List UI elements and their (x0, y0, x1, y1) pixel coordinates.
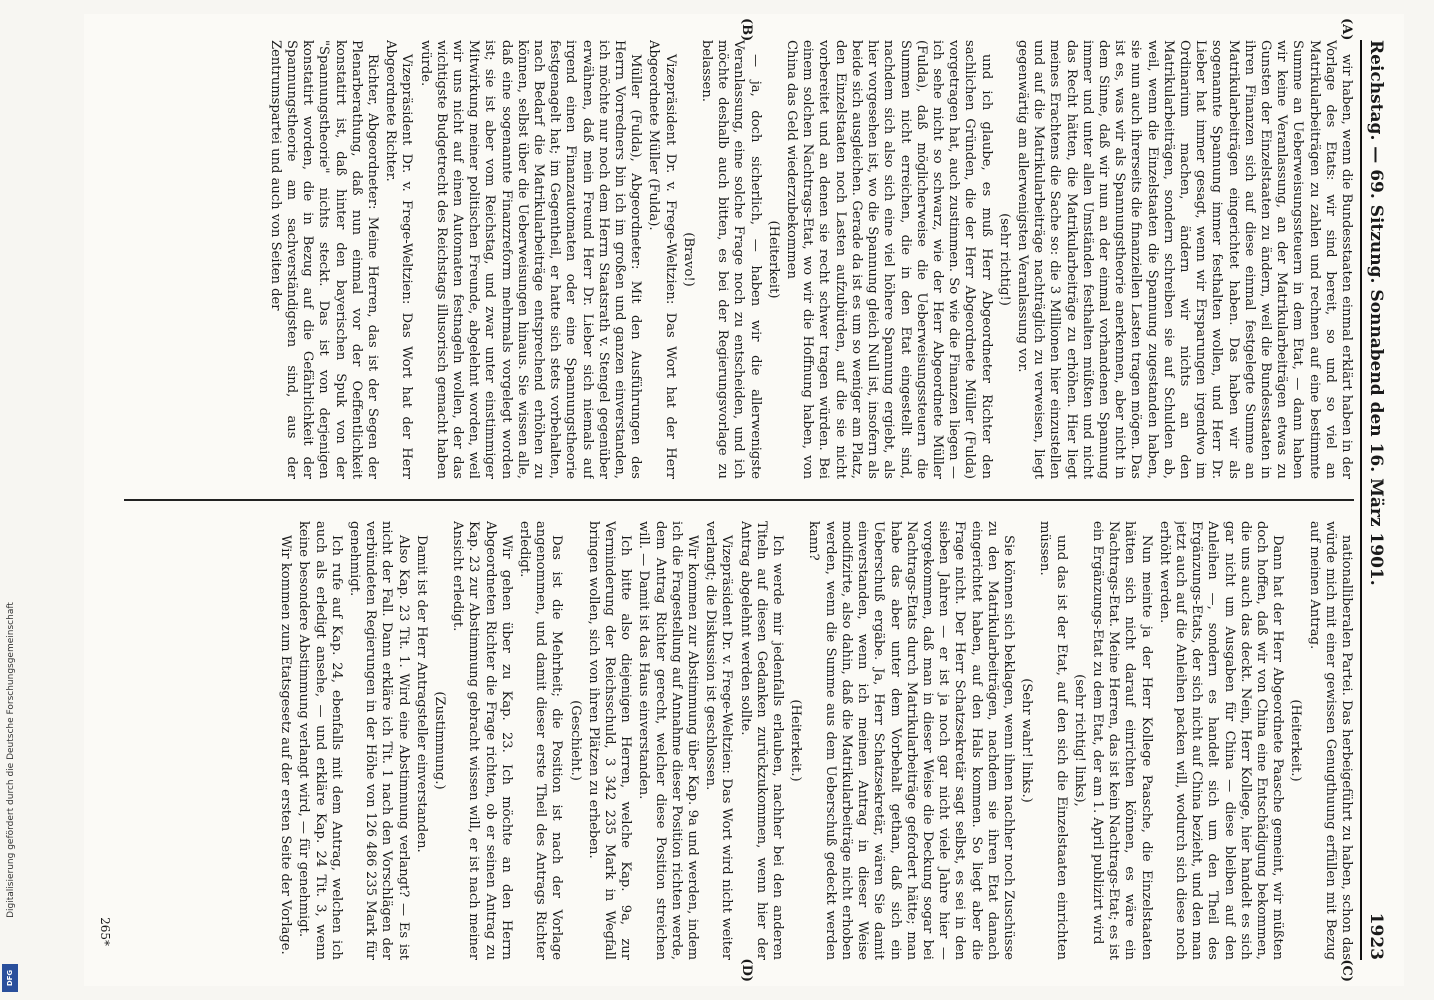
paragraph: Nun meinte ja der Herr Kollege Paasche, die Einzelstaaten hätten sich nicht darauf einrichten können, es wäre ein Nachtrags-Etat. Meine Herren, das ist kein Nachtrags-Etat; es ist ein Ergänzungs-Etat zu dem Etat, der am 1. April publizirt wird (1089, 521, 1154, 960)
marker-c: (C) (1339, 959, 1354, 982)
page-header (1360, 40, 1386, 960)
document-page (84, 14, 1404, 986)
paragraph: (Heiterkeit.) (1288, 699, 1304, 782)
marker-b: (B) (739, 18, 754, 42)
paragraph: (sehr richtig!) (996, 213, 1012, 306)
paragraph: und das ist der Etat, auf den sich die Einzelstaaten einrichten müssen. (1037, 521, 1069, 960)
paragraph: und ich glaube, es muß Herr Abgeordneter Richter den sachlichen Gründen, die der Herr Abgeordnete Müller (Fulda) vorgetragen hat, auch zustimmen. So wie die Finanzen liegen — ich sehe nicht so schwarz, wie der Herr Abgeordnete Müller (Fulda), daß möglicherweise die Ueberweisungssteuern die Summen nicht erreichen, die in den Etat eingestellt sind, nachdem sich also sich eine viel höhere Spannung ergiebt, als hier vorgesehen ist, wo die Spannung gleich Null ist, insofern als beide sich ausgleichen. Gerade da ist es um so weniger am Platz, den Einzelstaaten noch Lasten aufzubürden, auf die sie nicht vorbereitet und an denen sie recht schwer tragen würden. Bei einem solchen Nachtrags-Etat, wo wir die Hoffnung haben, von China das Geld wiederzubekommen (784, 40, 994, 479)
paragraph: wir haben, wenn die Bundesstaaten einmal erklärt haben in der Vorlage des Etats: wir sind bereit, so und so viel an Matrikularbeiträgen zu zahlen und rechnen auf eine bestimmte Summe an Ueberweisungssteuern in dem Etat, — dann haben wir keine Veranlassung, an der Matrikularbeiträgen etwas zu Gunsten der Einzelstaaten zu ändern, weil die Bundesstaaten in ihren Finanzen sich auf diese einmal festgelegte Summe an Matrikularbeiträgen eingerichtet haben. Das haben wir als sogenannte Spannung immer festhalten wollen, und Herr Dr. Lieber hat immer gesagt, wenn wir Ersparungen irgendwo im Ordinarium machen, ändern wir nichts an den Matrikularbeiträgen, sondern schreiben sie auf Schulden ab, weil, wenn die Einzelstaaten die Spannung zugestanden haben, sie nun auch ihrerseits die finanziellen Lasten tragen mögen. Das ist es, was wir als Spannungstheorie anerkennen, aber nicht in dem Sinne, daß wir nun an der einmal vorhandenen Spannung immer und unter allen Umständen festhalten müßten und nicht das Recht hätten, die Matrikularbeiträge zu erhöhen. Hier liegt meines Erachtens die Sache so: die 3 Millionen hier einzustellen und auf die Matrikularbeiträge nachträglich zu verweisen, liegt gegenwärtig am allerwenigsten Veranlassung vor. (1014, 40, 1354, 479)
paragraph: nationalliberalen Partei. Das herbeigeführt zu haben, schon das würde mich mit einer gewissen Genugthuung erfüllen mit Bezug auf meinen Antrag. (1306, 521, 1354, 960)
paragraph: (Bravo!) (680, 232, 696, 287)
paragraph: — ja, doch sicherlich, — haben wir die allerwenigste Veranlassung, eine solche Frage noch zu entscheiden, und ich möchte deshalb auch bitten, es bei der Regierungsvorlage zu belassen. (699, 40, 763, 479)
right-column (124, 521, 1354, 960)
marker-d: (D) (739, 958, 754, 982)
paragraph: (Heiterkeit.) (788, 699, 804, 782)
paragraph: Vizepräsident Dr. v. Frege-Weltzien: Das Wort hat der Herr Abgeordnete Richter. (383, 40, 415, 479)
paragraph: Wir kommen zum Etatsgesetz auf der ersten Seite der Vorlage. (278, 535, 294, 955)
paragraph: Ich bitte also diejenigen Herren, welche Kap. 9a, zur Verminderung der Reichsschuld, 3 342 235 Mark in Wegfall bringen wollen, sich von ihren Plätzen zu erheben. (585, 521, 634, 960)
paragraph: (Zustimmung.) (432, 691, 448, 790)
marker-a: (A) (1339, 18, 1354, 41)
digitization-note-text: Digitalisierung gefördert durch die Deutsche Forschungsgemeinschaft (6, 602, 16, 918)
dfg-logo-text: DFG (6, 969, 14, 987)
paragraph: Vizepräsident Dr. v. Frege-Weltzien: Das Wort hat der Herr Abgeordnete Müller (Fulda). (646, 40, 678, 479)
paragraph: Ich werde mir jedenfalls erlauben, nachher bei den anderen Titeln auf diesen Gedanken zurückzukommen, wenn hier der Antrag abgelehnt werden sollte. (737, 521, 786, 960)
paragraph: (Sehr wahr! links.) (1019, 678, 1035, 803)
paragraph: Vizepräsident Dr. v. Frege-Weltzien: Das Wort wird nicht weiter verlangt; die Diskussion ist geschlossen. (703, 521, 735, 960)
header-title: Reichstag. — 69. Sitzung. Sonnabend den 16. März 1901. (1366, 40, 1386, 586)
paragraph: Ich rufe auf Kap. 24, ebenfalls mit dem Antrag, welchen ich auch als erledigt ansehe, — und erkläre Kap. 24 Tit. 3, wenn keine besondere Abstimmung verlangt wird, — für genehmigt. (296, 521, 344, 960)
footer-number: 265* (98, 917, 112, 946)
column-divider (124, 499, 1354, 501)
paragraph: Wir gehen über zu Kap. 23. Ich möchte an den Herrn Abgeordneten Richter die Frage richten, ob er seinen Antrag zu Kap. 23 zur Abstimmung gebracht wissen will, er ist nach meiner Ansicht erledigt. (450, 521, 514, 960)
paragraph: (Heiterkeit) (765, 220, 781, 299)
paragraph: (Geschieht.) (567, 700, 583, 781)
paragraph: Dann hat der Herr Abgeordnete Paasche gemeint, wir müßten doch hoffen, daß wir von China eine Entschädigung bekommen, die uns auch das deckt. Nein, Herr Kollege, hier handelt es sich gar nicht um Ausgaben für China — diese bleiben auf den Anleihen —, sondern es handelt sich um den Theil des Ergänzungs-Etats, der sich nicht auf China bezieht, und den man jetzt auch auf die Anleihen packen will, wodurch sich diese noch erhöht werden. (1156, 521, 1286, 960)
page-number: 1923 (1366, 912, 1386, 960)
dfg-logo (2, 964, 18, 992)
left-column (124, 40, 1354, 479)
paragraph: Wir kommen zur Abstimmung über Kap. 9a und werden, indem ich die Fragestellung auf Annahme dieser Position richten werde, dem Antrag Richter gerecht, welcher diese Position streichen will. — Damit ist das Haus einverstanden. (636, 521, 701, 960)
paragraph: Müller (Fulda), Abgeordneter: Mit den Ausführungen des Herrn Vorredners bin ich im großen und ganzen einverstanden, ich möchte nur noch dem Herrn Staatsrath v. Stengel gegenüber erwähnen, daß mein Freund Herr Dr. Lieber sich niemals auf irgend einen Finanzautomaten oder eine Spannungstheorie festgenagelt hat; im Gegentheil, er hatte sich stets vorbehalten, nach Bedarf die Matrikularbeiträge entsprechend erhöhen zu können, selbst über die Ueberweisungen hinaus. Sie wissen alle, daß eine sogenannte Finanzreform mehrmals vorgelegt worden ist; sie ist aber vom Reichstag, und zwar unter einstimmiger Mitwirkung meiner politischen Freunde, abgelehnt worden, weil wir uns nicht auf einen Automaten festnageln wollen, der das wichtigste Budgetrecht des Reichstags illusorisch gemacht haben würde. (417, 40, 644, 479)
paragraph: Sie können sich beklagen, wenn ihnen nachher noch Zuschüsse zu den Matrikularbeiträgen, nachdem sie ihren Etat danach eingerichtet haben, auf den Hals kommen. So liegt aber die Frage nicht. Der Herr Schatzsekretär sagt selbst, es sei in den sieben Jahren — er ist ja noch gar nicht viele Jahre hier — vorgekommen, daß man in dieser Weise die Deckung sogar bei Nachtrags-Etats durch Matrikularbeiträge gefordert hätte; man habe das aber unter dem Vorbehalt gethan, daß sich ein Ueberschuß ergäbe. Ja, Herr Schatzsekretär, wären Sie damit einverstanden, wenn ich meinen Antrag in dieser Weise modifizirte, also dahin, daß die Matrikularbeiträge nicht erhoben werden, wenn die Summe aus dem Ueberschuß gedeckt werden kann? (806, 521, 1016, 960)
rotated-page-content (84, 14, 1404, 986)
paragraph: Das ist die Mehrheit; die Position ist nach der Vorlage angenommen, und damit dieser erste Theil des Antrags Richter erledigt. (517, 521, 565, 960)
paragraph: Also Kap. 23 Tit. 1. Wird eine Abstimmung verlangt? — Es ist nicht der Fall. Dann erkläre ich Tit. 1 nach den Vorschlägen der verbündeten Regierungen in der Höhe von 126 486 235 Mark für genehmigt. (347, 521, 411, 960)
digitization-note (4, 540, 18, 980)
text-columns (124, 18, 1354, 982)
paragraph: Damit ist der Herr Antragsteller einverstanden. (413, 535, 429, 853)
paragraph: (sehr richtig! links), (1071, 674, 1087, 807)
paragraph: Richter, Abgeordneter: Meine Herren, das ist der Segen der Plenarberathung, daß nun einmal vor der Oeffentlichkeit konstatirt ist, daß hinter den bayerischen Spuk von der "Spannungstheorie" nichts steckt. Das ist von derjenigen konstatirt worden, die in Bezug auf die Gefährlichkeit der Spannungstheorie am sachverständigsten sind, aus der Zentrumspartei und auch von Seiten der (267, 40, 381, 479)
